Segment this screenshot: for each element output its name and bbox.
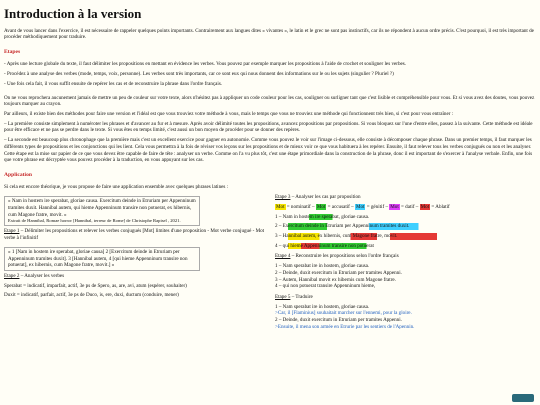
etapes-heading: Etapes bbox=[4, 49, 21, 56]
quote-marked-text: « 1 [Nam in hostem ire sperabat, gloriae causa] 2 [Exercitum deinde in Etruriam per Appenninum tramites duxit]. 3 [Hannibal autem, 4 [qui hieme Appenninum transire non potuerat], ex hibernis, cum Magone fratre, movit.] » bbox=[8, 248, 188, 269]
case-line: 3 – Hannibal autem, ex hibernis, cum Magone fratre, movit. bbox=[275, 233, 536, 240]
case-legend bbox=[275, 204, 536, 211]
legend-dat-text: = datif – bbox=[399, 203, 420, 210]
step1-title: Etape 1 bbox=[4, 228, 20, 235]
legend-nom-text: = nominatif – bbox=[285, 203, 316, 210]
body-paragraph: On ne vous reprochera aucunement jamais de mettre un peu de couleur sur votre texte, alors n'hésitez pas à appliquer un code couleur pour les cas, souligner ou surligner tant que c'est lisible et compréhensible pour vous. Et si vous avez des doutes, vous pouvez toujours marquer au crayon. bbox=[4, 94, 535, 108]
quote-source: Extrait de Hannibal, Romae horror [Hannibal, terreur de Rome] de Christophe Rapisel , 2021. bbox=[8, 218, 181, 224]
legend-abl: Mot bbox=[420, 203, 430, 210]
legend-dat: Mot bbox=[390, 203, 399, 210]
legend-nom: Mot bbox=[276, 203, 285, 210]
step3-text: – Analyser les cas par proposition bbox=[290, 194, 361, 201]
step5-line: 2 – Deinde, duxit exercitum in Etruriam per tramites Appenni. bbox=[275, 317, 402, 324]
chat-widget-button[interactable] bbox=[512, 394, 534, 402]
step5-title: Etape 5 bbox=[275, 294, 291, 301]
etape-line: - Procédez à une analyse des verbes (mode, temps, voix, personne). Les verbes sont très importants, car ce sont eux qui nous donnent des informations sur le ou les sujets (singulier ? Pluriel ?) bbox=[4, 71, 394, 78]
step4-text: – Reconstruire les propositions selon l'ordre français bbox=[290, 253, 399, 260]
case-line: 4 – qui hieme Appenninum transire non potuerat bbox=[275, 243, 536, 250]
step4-line: 3 – Autem, Hannibal movit ex hibernis cum Magone fratre. bbox=[275, 276, 396, 283]
body-paragraph: – La première consiste simplement à numéroter les phrases et d'avancer au fur et à mesure. Après avoir délimité toutes les propositions, avancez propositions par propositions. Si vous bloquez sur l'une d'entre elles, passez à la suivante. Cette méthode est idéale pour être efficace et ne pas se perdre dans le texte. Si vous êtes en temps limité, c'est aussi un bon moyen de procéder pour se donner des repères. bbox=[4, 120, 533, 134]
etape-line: - Après une lecture globale du texte, il faut délimiter les propositions en mettant en évidence les verbes. Vous pouvez par exemple marquer les propositions à l'aide de crochet et souligner les verbes. bbox=[4, 61, 407, 68]
legend-gen: Mot bbox=[355, 203, 365, 210]
case-line: 2 – Exercitum deinde in Etruriam per Appenninum tramites duxit. bbox=[275, 223, 536, 230]
legend-acc-text: = accusatif – bbox=[326, 203, 355, 210]
step5-text: – Traduire bbox=[290, 294, 313, 301]
step5-translation: >Ensuite, il mena son armée en Etrurie par les sentiers de l'Apennin. bbox=[275, 323, 415, 330]
right-column bbox=[275, 194, 536, 331]
step4-title: Etape 4 bbox=[275, 253, 291, 260]
step5-translation: >Car, il [Flaminius] souhaitait marcher sur l'ennemi, pour la gloire. bbox=[275, 310, 412, 317]
step4-line: 2 – Deinde, duxit exercitum in Etruriam per tramites Appenni. bbox=[275, 269, 402, 276]
etape-line: - Une fois cela fait, il vous suffit ensuite de repérer les cas et de reconstruire la phrase dans l'ordre français. bbox=[4, 80, 223, 87]
application-heading: Application bbox=[4, 172, 32, 179]
latin-quote-marked bbox=[4, 247, 200, 271]
left-column bbox=[4, 194, 265, 331]
step2-title: Etape 2 bbox=[4, 272, 20, 279]
intro-paragraph: Avant de vous lancer dans l'exercice, il est nécessaire de rappeler quelques points importants. Contrairement aux langues dites « vivantes », le latin et le grec ne sont pas instinctifs, car ils ne répondent à aucun ordre précis. C'est pourquoi, il est très important de procéder méthodiquement pour traduire. bbox=[4, 27, 534, 41]
step5-line: 1 – Nam sperabat ire in hostem, gloriae causa. bbox=[275, 303, 370, 310]
body-paragraph: Par ailleurs, il existe bien des méthodes pour faire une version et l'idéal est que vous trouviez votre méthode à vous, mais le temps que vous ne trouviez une méthode qui fonctionnent très bien, si c'est pour vous entraîner : bbox=[4, 111, 454, 117]
legend-abl-text: = Ablatif bbox=[430, 203, 450, 210]
legend-gen-text: = génitif – bbox=[365, 203, 390, 210]
latin-quote bbox=[4, 196, 200, 226]
body-paragraph: – La seconde est beaucoup plus chronophage que la première mais c'est un excellent exercice pour gagner en autonomie. Comme vous pouvez le voir sur l'image ci-dessous, elle consiste à décomposer chaque phrase. Dans un premier temps, il faut marquer les différents types de propositions et les conjonctions qui les lient. Cela vous permettra à la fois de réviser vos leçons sur les propositions et de mieux voir ce que vous habituera à les repérer. Ensuite, il faut relever tous les verbes conjugués ou non et les analyser. Cette étape est la mise sur papier de ce que vous devez être capable de faire de tête : analyser un verbe. Comme on l'a vu plus tôt, c'est une étape primordiale dans la construction de la phrase, donc il est important de s'exercer à l'analyse verbale. Enfin, une fois que votre phrase est décryptée vous pouvez procéder à la traduction, en vous appuyant sur les cas. bbox=[4, 137, 533, 164]
page-title: Introduction à la version bbox=[4, 6, 142, 21]
quote-text: « Nam in hostem ire sperabat, gloriae causa. Exercitum deinde in Etruriam per Appenninum tramites duxit. Hannibal autem, qui hieme Appenninum transire non potuerat, ex hibernis, cum Magone fratre, movit. » bbox=[8, 198, 196, 218]
case-line: 1 – Nam in hostem ire sperabat, gloriae causa. bbox=[275, 214, 536, 221]
verb-analysis: Sperabat = indicatif, imparfait, actif, 3e ps de Spero, as, are, avi, atum (espérer, souhaiter) bbox=[4, 282, 187, 289]
step1-text: – Délimiter les propositions et relever les verbes conjugués [Mot] limites d'une proposition - Mot verbe conjugué - Mot verbe à l'infinitif bbox=[4, 228, 265, 242]
step3-title: Etape 3 bbox=[275, 194, 291, 201]
legend-acc: Mot bbox=[316, 203, 326, 210]
step4-line: 4 – qui non potuerat transire Appenninum hieme, bbox=[275, 283, 376, 290]
verb-analysis: Duxit = indicatif, parfait, actif, 3e ps de Duco, is, ere, duxi, ductum (conduire, mener) bbox=[4, 292, 179, 299]
step4-line: 1 – Nam sperabat ire in hostem, gloriae causa. bbox=[275, 263, 370, 270]
step2-text: – Analyser les verbes bbox=[19, 272, 65, 279]
application-intro: Si cela est encore théorique, je vous propose de faire une application ensemble avec quelques phrases latines : bbox=[4, 184, 229, 191]
